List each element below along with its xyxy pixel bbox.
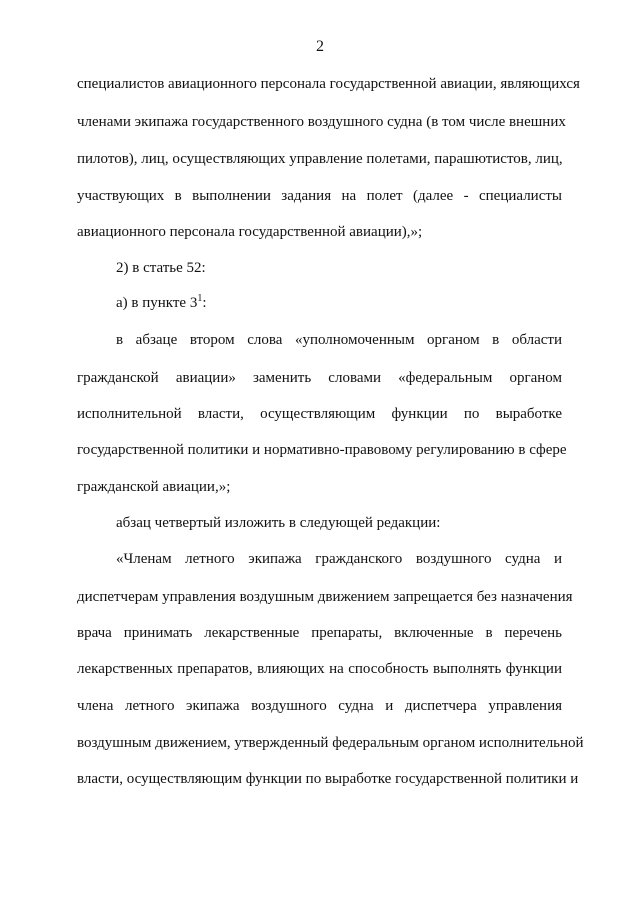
text-line: врача принимать лекарственные препараты, включенные в перечень (77, 625, 562, 641)
text-line: гражданской авиации,»; (77, 479, 231, 495)
text-line: в абзаце втором слова «уполномоченным органом в области (116, 332, 562, 348)
page-number: 2 (316, 38, 324, 55)
text-line: авиационного персонала государственной авиации),»; (77, 224, 423, 240)
clause-text: а) в пункте 3 (116, 295, 198, 311)
text-line: гражданской авиации» заменить словами «федеральным органом (77, 370, 562, 386)
text-line: пилотов), лиц, осуществляющих управление полетами, парашютистов, лиц, (77, 151, 563, 167)
clause-colon: : (202, 295, 207, 311)
text-line: власти, осуществляющим функции по выработке государственной политики и (77, 771, 579, 787)
text-line: «Членам летного экипажа гражданского воздушного судна и (116, 551, 562, 567)
text-line: воздушным движением, утвержденный федеральным органом исполнительной (77, 735, 584, 751)
superscript: 1 (197, 293, 203, 304)
text-line: лекарственных препаратов, влияющих на способность выполнять функции (77, 661, 562, 677)
text-line: участвующих в выполнении задания на полет (далее - специалисты (77, 188, 562, 204)
text-line: специалистов авиационного персонала государственной авиации, являющихся (77, 76, 580, 92)
text-line: диспетчерам управления воздушным движением запрещается без назначения (77, 589, 573, 605)
text-line: членами экипажа государственного воздушного судна (в том числе внешних (77, 114, 566, 130)
text-line: абзац четвертый изложить в следующей редакции: (116, 515, 441, 531)
text-line: члена летного экипажа воздушного судна и диспетчера управления (77, 698, 562, 714)
text-line: государственной политики и нормативно-правовому регулированию в сфере (77, 442, 567, 458)
text-line: 2) в статье 52: (116, 260, 206, 276)
text-line: исполнительной власти, осуществляющим функции по выработке (77, 406, 562, 422)
text-line (116, 294, 207, 312)
